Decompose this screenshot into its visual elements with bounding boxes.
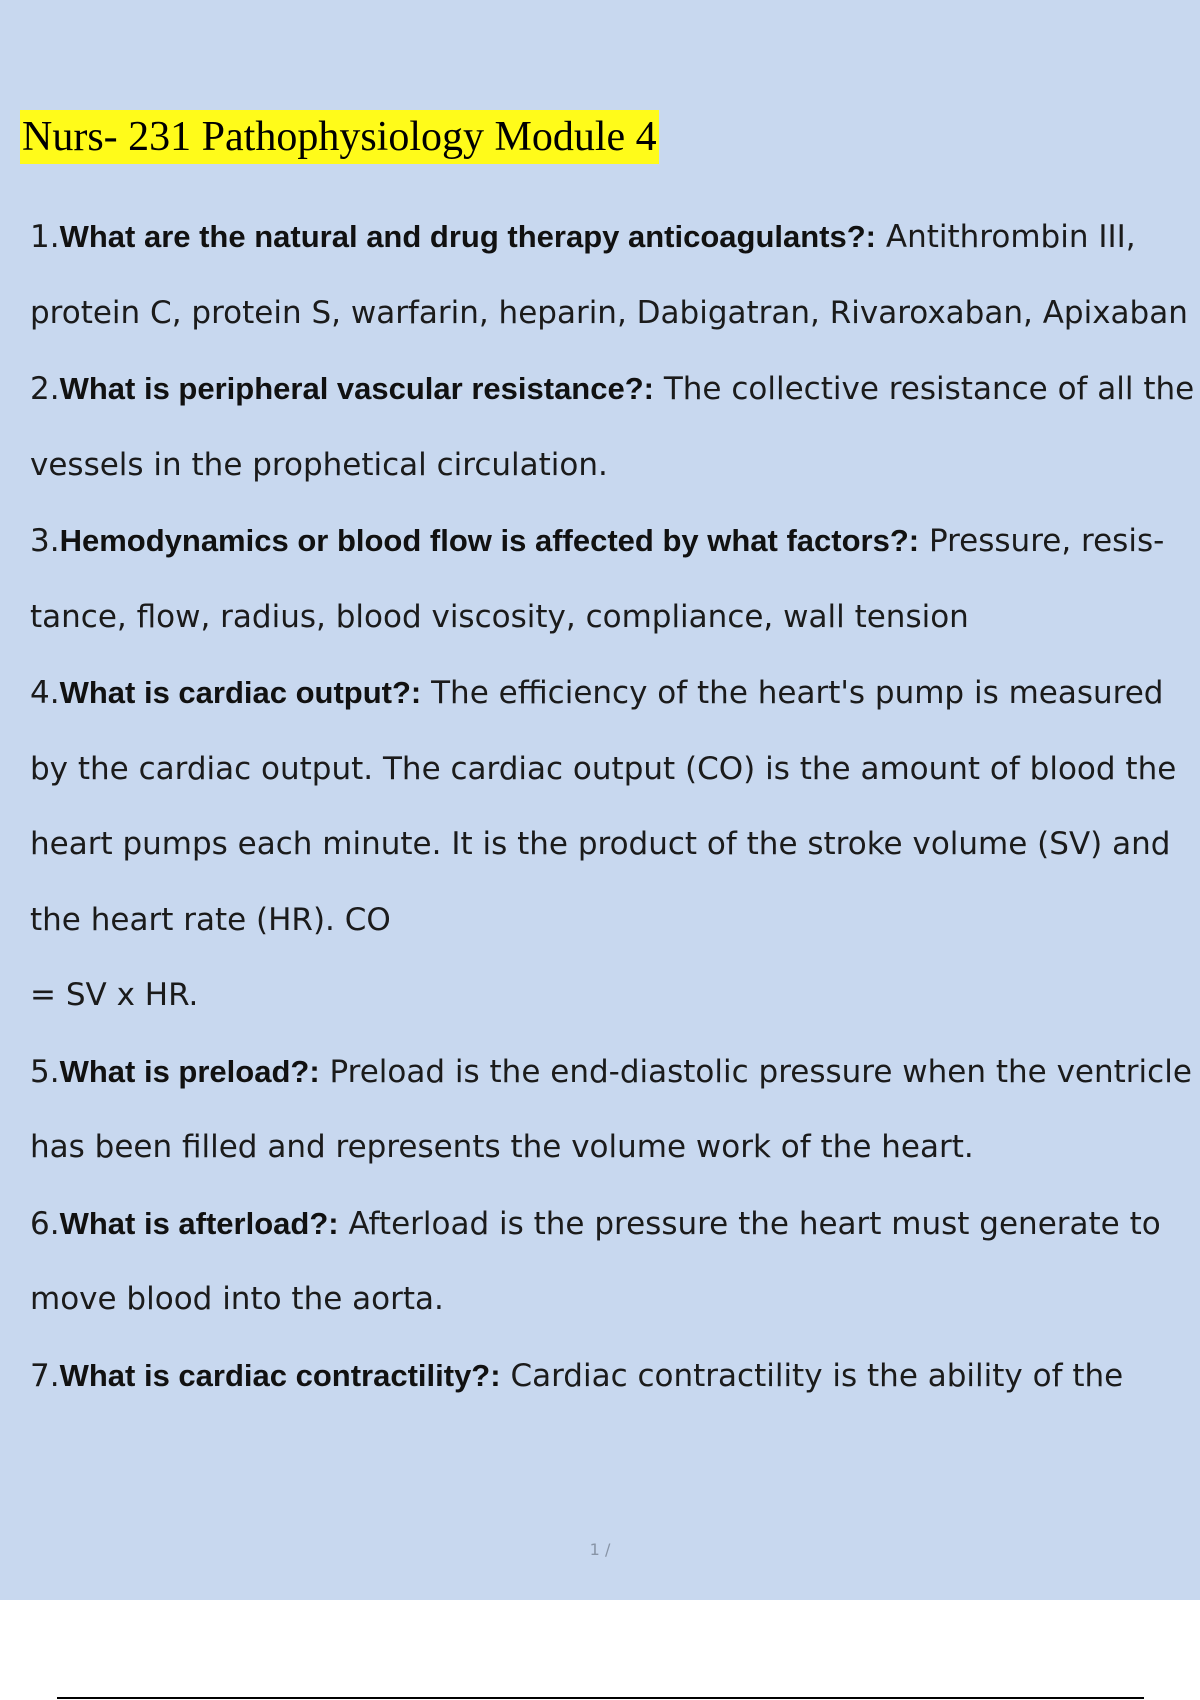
item-answer: The collective resistance of all the vessels in the prophetical circulation. <box>30 371 1195 483</box>
qa-item-5 <box>30 1034 1200 1186</box>
item-number: 7. <box>30 1357 60 1394</box>
item-number: 6. <box>30 1205 60 1242</box>
item-answer: The efficiency of the heart's pump is measured by the cardiac output. The cardiac output (CO) is the amount of blood the heart pumps each minute. It is the product of the stroke volume (SV) and the heart rate (HR). CO <box>30 675 1177 938</box>
footer-divider <box>57 1697 1144 1699</box>
item-answer: Cardiac contractility is the ability of the <box>510 1357 1124 1394</box>
item-answer: Afterload is the pressure the heart must generate to move blood into the aorta. <box>30 1205 1161 1317</box>
item-question: What is preload?: <box>59 1053 320 1089</box>
item-question: Hemodynamics or blood flow is affected by what factors?: <box>59 523 920 558</box>
page-number: 1 / <box>589 1540 611 1559</box>
item-number: 1. <box>30 219 60 255</box>
qa-item-4 <box>30 655 1200 958</box>
item-question: What is cardiac output?: <box>59 675 422 710</box>
qa-item-3 <box>30 503 1200 655</box>
item-question: What is cardiac contractility?: <box>59 1357 501 1393</box>
qa-item-2 <box>30 351 1200 503</box>
item-answer: Antithrombin III, protein C, protein S, warfarin, heparin, Dabigatran, Rivaroxaban, Apixaban <box>30 219 1188 331</box>
qa-item-1 <box>30 199 1200 351</box>
item-question: What is peripheral vascular resistance?: <box>59 371 654 406</box>
item-number: 3. <box>30 523 60 559</box>
qa-item-6 <box>30 1186 1200 1338</box>
item-number: 5. <box>30 1053 60 1090</box>
document-title: Nurs- 231 Pathophysiology Module 4 <box>20 110 659 164</box>
qa-item-4-continuation: = SV x HR. <box>30 977 199 1013</box>
item-number: 2. <box>30 371 60 407</box>
item-answer: Preload is the end-diastolic pressure when the ventricle has been filled and represents the volume work of the heart. <box>30 1053 1192 1165</box>
item-number: 4. <box>30 675 60 711</box>
item-question: What is afterload?: <box>59 1205 339 1241</box>
item-question: What are the natural and drug therapy anticoagulants?: <box>59 219 877 254</box>
qa-list <box>30 199 1200 1414</box>
item-answer: Pressure, resis- tance, flow, radius, blood viscosity, compliance, wall tension <box>30 523 1165 635</box>
qa-item-7 <box>30 1338 1200 1415</box>
